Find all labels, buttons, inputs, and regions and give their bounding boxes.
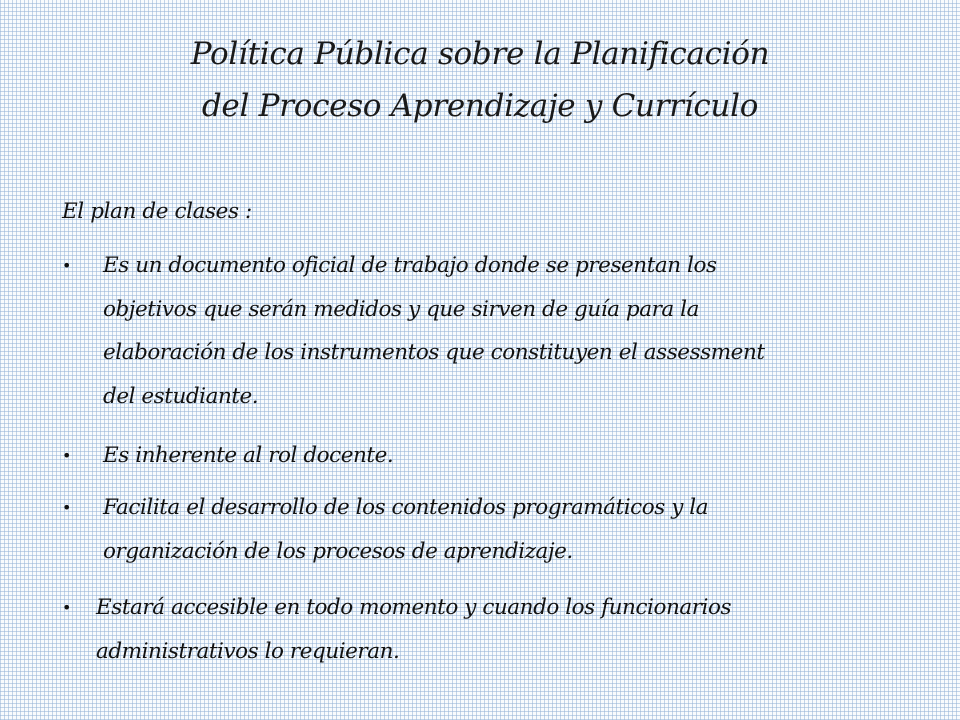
bullet-1-line-2: objetivos que serán medidos y que sirven de guía para la [103,296,699,322]
bullet-text-1 [103,244,765,418]
slide-title [60,28,900,132]
bullet-1-line-3: elaboración de los instrumentos que constituyen el assessment [103,340,765,365]
bullet-1-line-1: Es un documento oficial de trabajo donde se presentan los [103,253,717,278]
bullet-text-2 [103,434,393,478]
bullet-1-line-4: del estudiante. [103,383,259,409]
bullet-icon: • [62,598,72,617]
bullet-3-line-2: organización de los procesos de aprendizaje. [103,538,573,564]
bullet-4-line-1: Estará accesible en todo momento y cuando los funcionarios [96,595,732,620]
slide-title-line-2: del Proceso Aprendizaje y Currículo [201,88,759,124]
bullet-icon: • [62,256,72,275]
slide-title-line-1: Política Pública sobre la Planificación [190,36,770,72]
bullet-2-line-1: Es inherente al rol docente. [103,443,394,468]
bullet-3-line-1: Facilita el desarrollo de los contenidos programáticos y la [103,495,709,520]
bullet-4-line-2: administrativos lo requieran. [96,638,400,664]
bullet-text-4 [96,586,731,673]
bullet-text-3 [103,486,708,573]
bullet-icon: • [62,446,72,465]
intro-text: El plan de clases : [62,199,252,224]
bullet-icon: • [62,498,72,517]
